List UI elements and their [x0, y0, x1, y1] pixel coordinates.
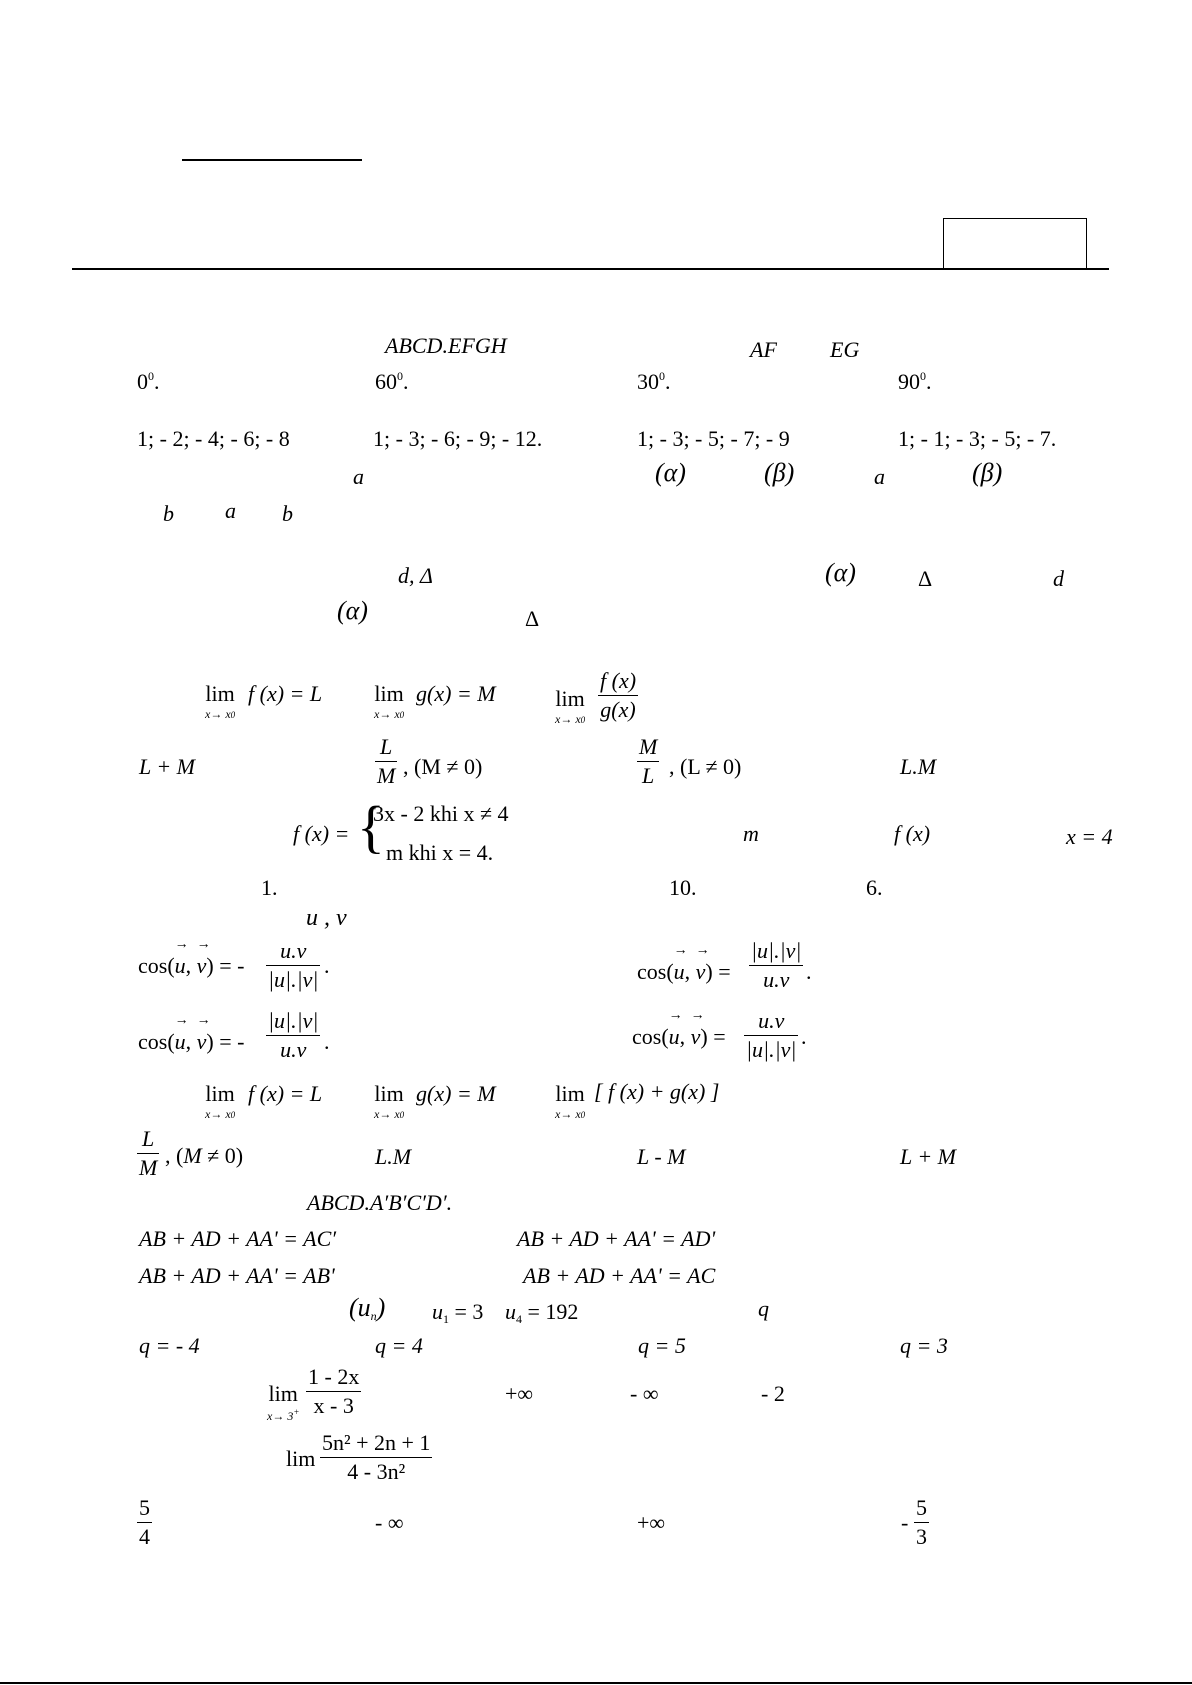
q8-lim-g: g(x) = M: [416, 1081, 496, 1106]
q11-lim-operator: lim x→ 3+: [267, 1381, 300, 1423]
q9-option-b: AB + AD + AA' = AD': [517, 1226, 716, 1251]
q6-fx: f (x) =: [293, 821, 350, 846]
q5-option-a: L + M: [139, 754, 196, 779]
q10-u4: $u_4 = 192$: [505, 1299, 579, 1326]
q10-option-c: q = 5: [638, 1333, 686, 1358]
q9-option-d: AB + AD + AA' = AC: [523, 1263, 716, 1288]
q8-option-d: L + M: [900, 1144, 957, 1169]
q1-option-d: $90^0$.: [898, 369, 932, 394]
q3-plane-beta: (β): [764, 458, 795, 487]
q7-vectors: u , v: [306, 905, 347, 931]
q1-option-c: $30^0$.: [637, 369, 671, 394]
q6-case-2: m khi x = 4.: [386, 840, 494, 865]
q6-brace: {: [357, 794, 385, 859]
q7-option-c-lhs: cos(→ u, → v) = -: [138, 1031, 244, 1053]
q6-fx2: f (x): [894, 821, 931, 846]
q8-option-a-cond: , (M ≠ 0): [165, 1143, 244, 1168]
q6-option-6: 6.: [866, 875, 883, 900]
q5-option-b-fraction: L M: [377, 734, 396, 788]
q12-option-a: 5 4: [139, 1495, 150, 1549]
q7-option-d-dot: .: [801, 1024, 807, 1049]
q4-plane-alpha2: (α): [337, 596, 368, 625]
q10-sequence: $(u_n)$: [349, 1293, 386, 1323]
q12-option-d-fraction: 5 3: [916, 1495, 927, 1549]
q4-plane-alpha: (α): [825, 558, 856, 587]
q7-option-a-lhs: cos(→ u, → v) = -: [138, 955, 244, 977]
q9-option-a: AB + AD + AA' = AC′: [139, 1226, 337, 1251]
q10-option-b: q = 4: [375, 1333, 423, 1358]
q10-option-a: q = - 4: [139, 1333, 200, 1358]
q10-q: q: [758, 1296, 769, 1321]
q6-m: m: [743, 821, 759, 846]
q2-option-a: 1; - 2; - 4; - 6; - 8: [137, 426, 290, 451]
q7-option-a-dot: .: [324, 953, 330, 978]
q11-option-d: - 2: [761, 1381, 785, 1406]
q8-option-b: L.M: [375, 1144, 412, 1169]
q11-option-b: +∞: [505, 1381, 534, 1406]
q2-option-c: 1; - 3; - 5; - 7; - 9: [637, 426, 790, 451]
q7-option-b-lhs: cos(→ u, → v) =: [637, 961, 731, 983]
q8-lim-sum: [ f (x) + g(x) ]: [594, 1079, 720, 1104]
q1-line-af: AF: [750, 337, 777, 362]
q4-d: d: [1053, 566, 1064, 591]
q10-u1: $u_1 = 3$: [432, 1299, 484, 1326]
q8-lim-sum-operator: lim x→ x0: [555, 1081, 586, 1121]
q3-plane-alpha: (α): [655, 458, 686, 487]
q2-option-d: 1; - 1; - 3; - 5; - 7.: [898, 426, 1057, 451]
q7-option-a-fraction: u.v |u|.|v|: [268, 938, 319, 992]
q1-option-b: $60^0$.: [375, 369, 409, 394]
q2-option-b: 1; - 3; - 6; - 9; - 12.: [373, 426, 543, 451]
q12-fraction: 5n² + 2n + 1 4 - 3n²: [322, 1430, 431, 1484]
q7-option-b-dot: .: [806, 959, 812, 984]
q12-option-b: - ∞: [375, 1510, 404, 1535]
q4-delta2: Δ: [525, 606, 540, 631]
q11-fraction: 1 - 2x x - 3: [308, 1364, 360, 1418]
q12-lim-operator: lim: [286, 1446, 316, 1471]
q8-lim-f: f (x) = L: [248, 1081, 323, 1106]
q3-line-b: b: [163, 501, 174, 526]
q12-option-c: +∞: [637, 1510, 666, 1535]
q4-lines: d, Δ: [398, 563, 433, 588]
q5-lim-ratio-operator: lim x→ x0: [555, 686, 586, 726]
q8-lim-f-operator: lim x→ x0: [205, 1081, 236, 1121]
q3-plane-beta2: (β): [972, 458, 1003, 487]
footer-rule: [0, 1682, 1192, 1684]
q3-line-a: a: [353, 464, 364, 489]
q5-option-b-cond: , (M ≠ 0): [403, 754, 483, 779]
q7-option-b-fraction: |u|.|v| u.v: [751, 938, 802, 992]
q5-ratio-fraction: f (x) g(x): [600, 668, 637, 722]
q1-solid: ABCD.EFGH: [385, 333, 507, 358]
q5-option-c-cond: , (L ≠ 0): [669, 754, 742, 779]
q5-option-c-fraction: M L: [639, 734, 658, 788]
q8-lim-g-operator: lim x→ x0: [374, 1081, 405, 1121]
q3-line-a3: a: [225, 498, 236, 523]
q7-option-d-lhs: cos(→ u, → v) =: [632, 1026, 726, 1048]
q7-option-c-dot: .: [324, 1029, 330, 1054]
q6-option-10: 10.: [669, 875, 697, 900]
code-box: [943, 218, 1087, 270]
q12-option-d: -: [901, 1510, 909, 1535]
q8-option-a-fraction: L M: [139, 1126, 158, 1180]
q3-line-a2: a: [874, 464, 885, 489]
q5-lim-f-operator: lim x→ x0: [205, 681, 236, 721]
q9-option-c: AB + AD + AA' = AB': [139, 1263, 335, 1288]
q10-option-d: q = 3: [900, 1333, 948, 1358]
q5-lim-g: g(x) = M: [416, 681, 496, 706]
q1-line-eg: EG: [830, 337, 860, 362]
q6-case-1: 3x - 2 khi x ≠ 4: [373, 801, 509, 826]
q7-option-c-fraction: |u|.|v| u.v: [268, 1008, 319, 1062]
q9-solid: ABCD.A′B′C′D′.: [307, 1190, 453, 1215]
q4-delta: Δ: [918, 566, 933, 591]
q6-x4: x = 4: [1066, 824, 1113, 849]
q5-lim-g-operator: lim x→ x0: [374, 681, 405, 721]
q1-option-a: $0^0$.: [137, 369, 160, 394]
header-short-rule: [182, 159, 362, 161]
q7-option-d-fraction: u.v |u|.|v|: [746, 1008, 797, 1062]
q5-option-d: L.M: [900, 754, 937, 779]
q6-option-1: 1.: [261, 875, 278, 900]
q11-option-c: - ∞: [630, 1381, 659, 1406]
q8-option-c: L - M: [637, 1144, 686, 1169]
q5-lim-f: f (x) = L: [248, 681, 323, 706]
q3-line-b2: b: [282, 501, 293, 526]
